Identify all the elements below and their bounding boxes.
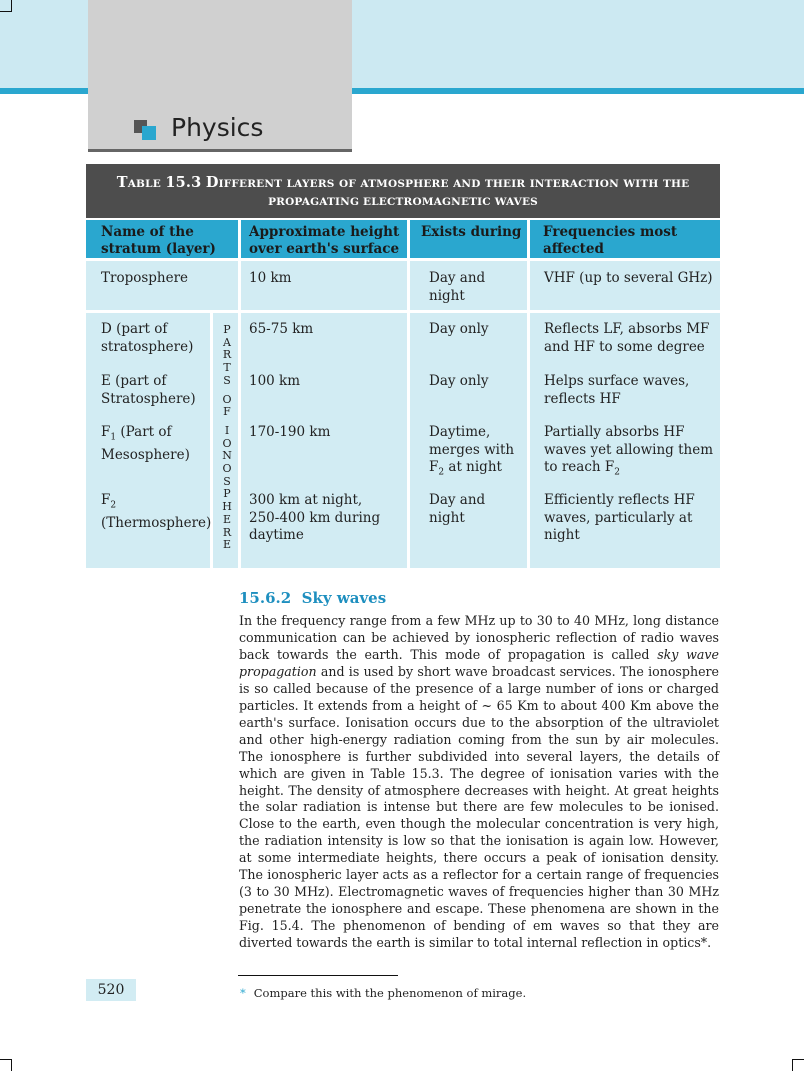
footnote-text: Compare this with the phenomenon of mirage. [253, 986, 527, 1000]
column-header: Name of the stratum (layer) [101, 224, 216, 257]
table-cell: 300 km at night, 250-400 km during daytime [249, 492, 381, 543]
table-cell: Day only [429, 373, 489, 389]
table-cell: VHF (up to several GHz) [544, 270, 713, 286]
table-cell: 170-190 km [249, 424, 331, 440]
column-header: Approximate height over earth's surface [249, 224, 400, 257]
table-caption [86, 164, 720, 218]
table-cell: Efficiently reflects HF waves, particularly at night [544, 492, 695, 543]
table-cell: Troposphere [101, 270, 189, 286]
chapter-logo-icon [134, 120, 158, 140]
column-header: Frequencies most affected [543, 224, 678, 257]
section-body [239, 613, 719, 952]
table-caption-line-1: TABLE 15.3 DIFFERENT LAYERS OF ATMOSPHERE AND THEIR INTERACTION WITH THE [116, 174, 690, 191]
footnote [240, 986, 526, 1000]
table-cell: Reflects LF, absorbs MF and HF to some degree [544, 321, 710, 355]
table-cell: 100 km [249, 373, 301, 389]
table-caption-line-2: PROPAGATING ELECTROMAGNETIC WAVES [268, 196, 538, 208]
section-title: Sky waves [301, 589, 387, 607]
footnote-rule [238, 975, 398, 976]
page-number: 520 [86, 979, 136, 1001]
table-cell: Daytime, merges with $F_2$ at night [429, 424, 515, 478]
table-cell: 10 km [249, 270, 292, 286]
section-number: 15.6.2 [239, 589, 292, 607]
table-cell: D (part of stratosphere) [101, 321, 194, 355]
column-header: Exists during [421, 224, 522, 240]
section-heading [239, 589, 386, 607]
table-grid [86, 218, 720, 568]
parts-of-ionosphere-label: P A R T S O F I O N O S P H E R E [222, 323, 232, 552]
crop-mark-icon [0, 1059, 12, 1071]
footnote-marker: * [240, 986, 246, 1000]
table-cell: Helps surface waves, reflects HF [544, 373, 690, 407]
table-cell: $F_1$ (Part of Mesosphere) [101, 424, 190, 464]
table-cell: E (part of Stratosphere) [101, 373, 196, 407]
layers-table [86, 164, 720, 568]
table-cell: Day only [429, 321, 489, 337]
crop-mark-icon [792, 1059, 804, 1071]
table-cell: 65-75 km [249, 321, 314, 337]
chapter-title: Physics [171, 113, 264, 142]
table-cell: Partially absorbs HF waves yet allowing them to reach $F_2$ [544, 424, 713, 478]
body-paragraph: In the frequency range from a few MHz up to 30 to 40 MHz, long distance communication can be achieved by ionospheric reflection of radio waves back towards the earth. This mode of propagation is called sky wave propagation and is used by short wave broadcast services. The ionosphere is so called because of the presence of a large number of ions or charged particles. It extends from a height of ~ 65 Km to about 400 Km above the earth's surface. Ionisation occurs due to the absorption of the ultraviolet and other high-energy radiation coming from the sun by air molecules. The ionosphere is further subdivided into several layers, the details of which are given in Table 15.3. The degree of ionisation varies with the height. The density of atmosphere decreases with height. At great heights the solar radiation is intense but there are few molecules to be ionised. Close to the earth, even though the molecular concentration is very high, the radiation intensity is low so that the ionisation is again low. However, at some intermediate heights, there occurs a peak of ionisation density. The ionospheric layer acts as a reflector for a certain range of frequencies (3 to 30 MHz). Electromagnetic waves of frequencies higher than 30 MHz penetrate the ionosphere and escape. These phenomena are shown in the Fig. 15.4. The phenomenon of bending of em waves so that they are diverted towards the earth is similar to total internal reflection in optics*. [239, 613, 719, 951]
table-cell: $F_2$ (Thermosphere) [101, 492, 212, 532]
table-cell: Day and night [429, 492, 486, 526]
crop-mark-icon [0, 0, 12, 12]
table-cell: Day and night [429, 270, 486, 304]
